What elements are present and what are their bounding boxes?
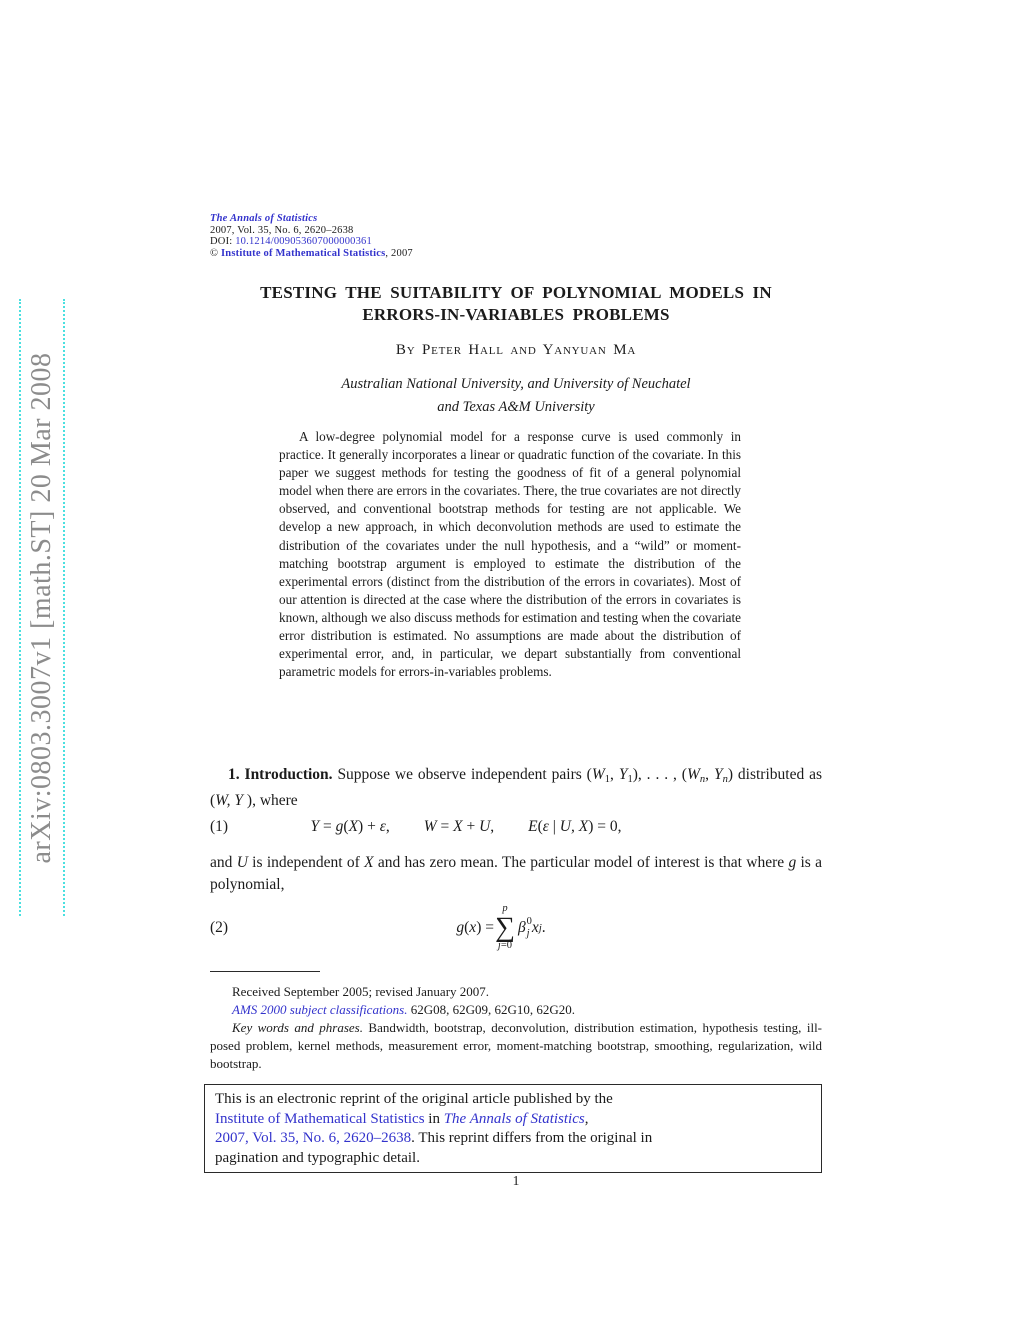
text-run: ) = 0,: [588, 818, 622, 835]
main-column: [210, 0, 822, 1325]
text-run: 62G08, 62G09, 62G10, 62G20.: [407, 1002, 576, 1017]
text-run: Suppose we observe independent pairs (: [332, 766, 592, 783]
text-run: ,: [385, 818, 390, 835]
text-run: |: [548, 818, 560, 835]
sigma-glyph: ∑: [494, 911, 515, 943]
text-run: ), . . . , (: [632, 766, 687, 783]
text-run: n: [699, 773, 706, 785]
volume-info: 2007, Vol. 35, No. 6, 2620–2638: [210, 224, 354, 236]
text-run: +: [462, 818, 480, 835]
text-run: 1: [604, 773, 611, 785]
ims-link[interactable]: Institute of Mathematical Statistics: [215, 1110, 425, 1127]
text-run: Y: [618, 766, 628, 783]
text-run: is independent of: [247, 854, 365, 871]
text-run: ,: [705, 766, 714, 783]
x-base: x: [531, 919, 539, 936]
affiliation: [210, 373, 822, 419]
text-run: ) +: [358, 818, 380, 835]
summation-lower-limit: [498, 941, 512, 952]
text-run: p: [502, 903, 508, 915]
volume-link[interactable]: 2007, Vol. 35, No. 6, 2620–2638: [215, 1130, 412, 1146]
text-run: in: [424, 1110, 444, 1127]
text-run: This is an electronic reprint of the original article published by the: [215, 1091, 613, 1107]
footnote-ams: [210, 1001, 822, 1019]
footnote-keywords: [210, 1019, 822, 1073]
text-run: Y: [310, 818, 320, 835]
doi-label: DOI:: [210, 236, 236, 247]
author-byline: By Peter Hall and Yanyuan Ma: [395, 342, 637, 358]
journal-header: [210, 213, 822, 259]
text-run: (: [537, 818, 543, 835]
text-run: Y: [713, 766, 723, 783]
text-run: ,: [610, 766, 619, 783]
doi-link[interactable]: 10.1214/009053607000000361: [235, 236, 372, 247]
footnote-rule: [210, 971, 320, 972]
journal-name-link[interactable]: The Annals of Statistics: [210, 213, 318, 224]
text-run: U: [236, 854, 248, 871]
text-run: W: [423, 818, 437, 835]
text-run: ε: [542, 818, 549, 835]
text-run: ,: [584, 1110, 589, 1127]
equation-1-tag: (1): [210, 818, 229, 835]
text-run: j: [497, 940, 501, 952]
equation-1-part2: [424, 818, 494, 836]
footnote-received: Received September 2005; revised January 2007.: [232, 984, 490, 999]
equation-2-lhs: [456, 919, 494, 937]
text-run: =: [319, 818, 336, 835]
affiliation-line1: Australian National University, and University of Neuchatel: [341, 376, 691, 392]
text-run: is a polynomial,: [210, 854, 823, 893]
text-run: and has zero mean. The particular model of interest is that where: [373, 854, 789, 871]
body-paragraph: [210, 852, 822, 895]
text-run: (: [464, 919, 470, 936]
text-run: 1: [627, 773, 633, 785]
x-superscript: j: [538, 922, 542, 934]
text-run: =: [436, 818, 454, 835]
equation-1-part3: [528, 818, 621, 836]
introduction-paragraph: [210, 764, 822, 812]
copyright-year: , 2007: [385, 247, 413, 259]
text-run: ε: [379, 818, 386, 835]
text-run: =0: [500, 940, 512, 952]
beta-subscript: j: [526, 928, 530, 939]
reprint-line4: [215, 1149, 811, 1169]
text-run: U: [479, 818, 491, 835]
paper-title-line1: TESTING THE SUITABILITY OF POLYNOMIAL MODELS IN: [260, 283, 772, 302]
text-run: g: [788, 854, 797, 871]
text-run: ) distributed as (: [210, 766, 823, 810]
text-run: W, Y: [215, 792, 244, 810]
ams-classification-link[interactable]: AMS 2000 subject classifications.: [232, 1002, 408, 1017]
text-run: X: [453, 818, 463, 835]
paper-title-line2: ERRORS-IN-VARIABLES PROBLEMS: [362, 304, 670, 324]
page-number: 1: [512, 1173, 520, 1188]
paper-title: [210, 282, 822, 325]
text-run: 1. Introduction.: [228, 766, 333, 783]
reprint-notice-box: [204, 1084, 822, 1173]
summation-symbol: [495, 904, 515, 952]
ims-copyright-link[interactable]: Institute of Mathematical Statistics: [221, 247, 386, 259]
equation-2-period: .: [541, 919, 546, 936]
text-run: W: [591, 766, 605, 783]
equation-1: [210, 818, 822, 836]
equation-2-tag: (2): [210, 919, 229, 936]
text-run: ) =: [476, 919, 494, 936]
text-run: g: [335, 818, 344, 835]
text-run: x: [469, 919, 477, 936]
beta-base: β: [517, 919, 526, 936]
beta-superscript: 0: [526, 915, 532, 927]
text-run: ,: [490, 818, 495, 835]
text-run: X: [348, 818, 359, 835]
text-run: ), where: [243, 792, 298, 810]
text-run: pagination and typographic detail.: [215, 1149, 420, 1166]
reprint-line1: [215, 1090, 811, 1110]
copyright-symbol: ©: [210, 247, 222, 259]
text-run: W: [686, 766, 700, 783]
annals-link[interactable]: The Annals of Statistics: [443, 1110, 585, 1127]
text-run: U, X: [559, 818, 589, 835]
affiliation-line2: and Texas A&M University: [437, 399, 595, 415]
reprint-line2: [215, 1110, 811, 1130]
reprint-line3: [215, 1129, 811, 1149]
equation-1-part1: [311, 818, 390, 836]
text-run: X: [364, 854, 374, 871]
text-run: Bandwidth, bootstrap, deconvolution, distribution estimation, hypothesis testing, ill-posed problem, kernel methods, measurement error, moment-matching bootstrap, smoothing, regularization, wild bootstrap.: [210, 1020, 823, 1071]
equation-2: [210, 897, 822, 959]
text-run: g: [456, 919, 465, 936]
arxiv-stamp-text: arXiv:0803.3007v1 [math.ST] 20 Mar 2008: [26, 352, 57, 863]
text-run: (: [343, 818, 349, 835]
text-run: Key words and phrases.: [232, 1020, 363, 1035]
arxiv-stamp: [19, 299, 65, 916]
abstract-text: A low-degree polynomial model for a response curve is used commonly in practice. It generally incorporates a linear or quadratic function of the covariate. In this paper we suggest methods for testing the goodness of fit of a general polynomial model when there are errors in the covariates. There, the true covariates are not directly observed, and conventional bootstrap methods for testing are not applicable. We develop a new approach, in which deconvolution methods are used to estimate the distribution of the covariates under the null hypothesis, and a “wild” or moment-matching bootstrap argument is employed to estimate the distribution of the experimental errors (distinct from the distribution of the errors in covariates). Most of our attention is directed at the case where the distribution of the errors in covariates is known, although we also discuss methods for estimation and testing when the covariate error distribution is estimated. No assumptions are made about the distribution of experimental error, and, in particular, we depart substantially from conventional parametric models for errors-in-variables problems.: [279, 429, 741, 680]
text-run: E: [528, 818, 538, 835]
text-run: n: [722, 773, 728, 785]
text-run: . This reprint differs from the original in: [411, 1130, 653, 1146]
text-run: and: [210, 854, 237, 871]
